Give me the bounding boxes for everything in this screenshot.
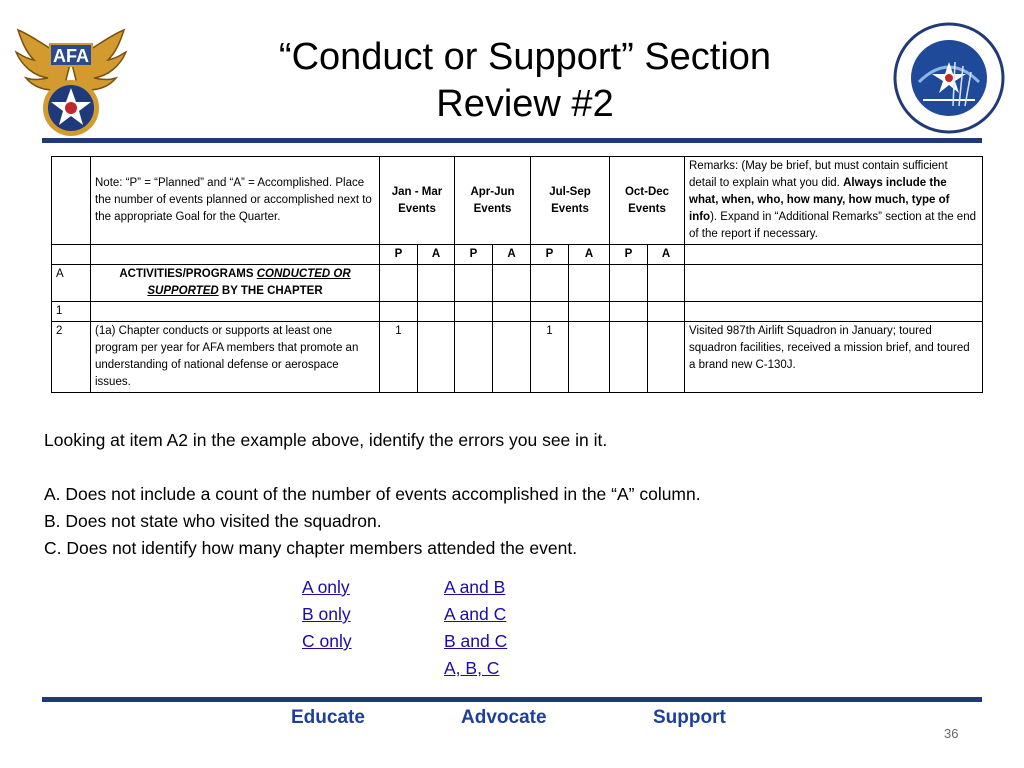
cell	[418, 302, 455, 322]
answer-column-1	[302, 574, 352, 655]
cell	[380, 265, 418, 302]
row-2-q3-accomplished	[569, 322, 610, 393]
header-empty-cell	[52, 157, 91, 245]
cell	[455, 265, 493, 302]
answer-link-a-and-b[interactable]: A and B	[444, 577, 506, 597]
answer-link-a-only[interactable]: A only	[302, 577, 350, 597]
pa-empty-cell	[91, 245, 380, 265]
question-block	[44, 427, 984, 562]
answer-column-2	[444, 574, 507, 682]
title-line-2: Review #2	[436, 83, 614, 125]
row-a-text-1: ACTIVITIES/PROGRAMS	[119, 268, 254, 280]
top-divider	[42, 138, 982, 143]
pa-empty-cell	[52, 245, 91, 265]
header-note: Note: “P” = “Planned” and “A” = Accomplished. Place the number of events planned or accomplished next to the appropriate Goal for the Quarter.	[91, 157, 380, 245]
cell	[455, 302, 493, 322]
remarks-end: ). Expand in “Additional Remarks” section at the end of the report if necessary.	[689, 211, 976, 240]
slide-title	[190, 34, 860, 128]
pa-label: P	[531, 245, 569, 265]
pa-label: P	[455, 245, 493, 265]
row-2-q2-accomplished	[493, 322, 531, 393]
footer-advocate: Advocate	[461, 707, 547, 728]
table-row-a	[52, 265, 983, 302]
remarks-bold: Always include the what, when, who, how many, how much, type of info	[689, 177, 950, 223]
pa-empty-cell	[685, 245, 983, 265]
question-prompt: Looking at item A2 in the example above, identify the errors you see in it.	[44, 430, 608, 450]
row-2-q2-planned	[455, 322, 493, 393]
pa-label: A	[569, 245, 610, 265]
cell	[493, 302, 531, 322]
option-c: C. Does not identify how many chapter members attended the event.	[44, 538, 578, 558]
pa-label: P	[380, 245, 418, 265]
header-q2: Apr-Jun Events	[455, 157, 531, 245]
pa-label: P	[610, 245, 648, 265]
header-q1: Jan - Mar Events	[380, 157, 455, 245]
row-label: 2	[52, 322, 91, 393]
cell	[648, 265, 685, 302]
cell	[685, 302, 983, 322]
answer-link-a-and-c[interactable]: A and C	[444, 604, 507, 624]
row-2-remarks: Visited 987th Airlift Squadron in January; toured squadron facilities, received a mission brief, and toured a brand new C-130J.	[685, 322, 983, 393]
pa-label: A	[493, 245, 531, 265]
bottom-divider	[42, 697, 982, 702]
spacer	[44, 454, 984, 481]
answer-link-c-only[interactable]: C only	[302, 631, 352, 651]
row-a-title	[91, 265, 380, 302]
page-number: 36	[944, 726, 959, 741]
header-remarks	[685, 157, 983, 245]
cell	[610, 265, 648, 302]
header-q4: Oct-Dec Events	[610, 157, 685, 245]
row-a-text-2: CONDUCTED OR SUPPORTED	[147, 268, 351, 297]
cell	[569, 265, 610, 302]
table-header-row	[52, 157, 983, 245]
cell	[569, 302, 610, 322]
answer-link-a-b-c[interactable]: A, B, C	[444, 658, 500, 678]
pa-label: A	[418, 245, 455, 265]
row-2-q1-planned: 1	[380, 322, 418, 393]
remarks-plain: Remarks: (May be brief, but must contain sufficient detail to explain what you did.	[689, 160, 948, 189]
table-row-1	[52, 302, 983, 322]
svg-text:AFA: AFA	[53, 46, 89, 66]
row-2-q3-planned: 1	[531, 322, 569, 393]
header-q3: Jul-Sep Events	[531, 157, 610, 245]
row-a-text-3: BY THE CHAPTER	[221, 285, 323, 297]
pa-label: A	[648, 245, 685, 265]
cell	[531, 302, 569, 322]
cell	[493, 265, 531, 302]
afa-logo	[12, 22, 130, 140]
row-2-q1-accomplished	[418, 322, 455, 393]
row-label: 1	[52, 302, 91, 322]
row-2-q4-accomplished	[648, 322, 685, 393]
conduct-support-table	[51, 156, 983, 393]
pa-row	[52, 245, 983, 265]
answer-link-b-and-c[interactable]: B and C	[444, 631, 508, 651]
air-force-memorial-seal	[893, 22, 1005, 134]
footer-support: Support	[653, 707, 726, 728]
cell	[610, 302, 648, 322]
cell	[531, 265, 569, 302]
option-b: B. Does not state who visited the squadron.	[44, 511, 382, 531]
table-row-2	[52, 322, 983, 393]
row-2-q4-planned	[610, 322, 648, 393]
cell	[91, 302, 380, 322]
option-a: A. Does not include a count of the number of events accomplished in the “A” column.	[44, 484, 701, 504]
cell	[380, 302, 418, 322]
cell	[648, 302, 685, 322]
row-label: A	[52, 265, 91, 302]
title-line-1: “Conduct or Support” Section	[278, 36, 772, 78]
answer-link-b-only[interactable]: B only	[302, 604, 351, 624]
cell	[418, 265, 455, 302]
footer-educate: Educate	[291, 707, 365, 728]
row-2-goal: (1a) Chapter conducts or supports at least one program per year for AFA members that promote an understanding of national defense or aerospace issues.	[91, 322, 380, 393]
cell	[685, 265, 983, 302]
